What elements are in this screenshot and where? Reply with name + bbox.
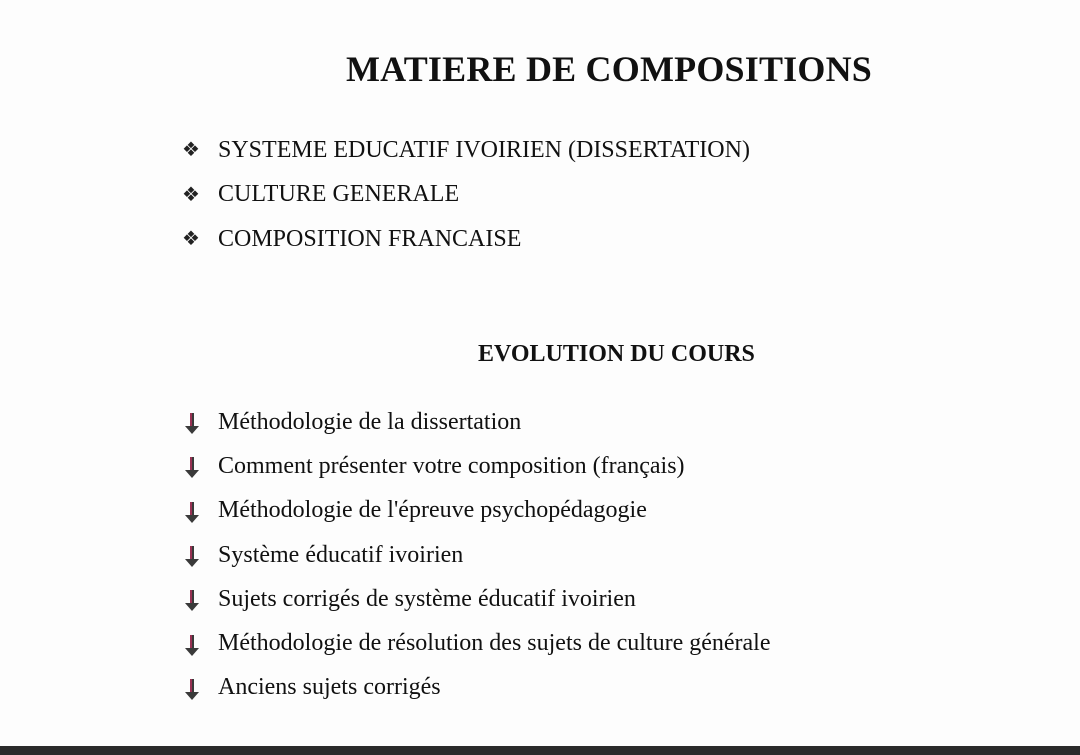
four-diamond-bullet-icon: ❖ <box>182 139 200 162</box>
course-item <box>180 400 771 444</box>
down-arrow-bullet-icon <box>180 587 218 611</box>
down-arrow-bullet-icon <box>180 676 218 700</box>
course-label: Méthodologie de résolution des sujets de culture générale <box>218 630 771 657</box>
down-arrow-bullet-icon <box>180 632 218 656</box>
course-item <box>180 444 771 488</box>
course-label: Méthodologie de la dissertation <box>218 408 522 435</box>
down-arrow-bullet-icon <box>180 499 218 523</box>
course-item <box>180 533 771 577</box>
subject-label: COMPOSITION FRANCAISE <box>218 225 522 252</box>
subject-item <box>182 217 750 262</box>
subject-item <box>182 128 750 173</box>
subject-label: CULTURE GENERALE <box>218 181 460 208</box>
course-item <box>180 577 771 621</box>
bottom-border <box>0 746 1080 755</box>
course-label: Système éducatif ivoirien <box>218 541 464 568</box>
subject-item <box>182 173 750 218</box>
page-title: MATIERE DE COMPOSITIONS <box>346 49 873 89</box>
evolution-heading: EVOLUTION DU COURS <box>478 341 755 367</box>
subject-list <box>182 128 750 262</box>
course-label: Comment présenter votre composition (français) <box>218 452 685 479</box>
course-list <box>180 400 771 710</box>
down-arrow-bullet-icon <box>180 543 218 567</box>
down-arrow-bullet-icon <box>180 454 218 478</box>
course-item <box>180 621 771 665</box>
down-arrow-bullet-icon <box>180 410 218 434</box>
four-diamond-bullet-icon: ❖ <box>182 183 200 206</box>
course-label: Sujets corrigés de système éducatif ivoirien <box>218 585 636 612</box>
subject-label: SYSTEME EDUCATIF IVOIRIEN (DISSERTATION) <box>218 136 750 163</box>
course-label: Méthodologie de l'épreuve psychopédagogie <box>218 497 647 524</box>
course-item <box>180 489 771 533</box>
four-diamond-bullet-icon: ❖ <box>182 228 200 251</box>
course-item <box>180 666 771 710</box>
course-label: Anciens sujets corrigés <box>218 674 441 701</box>
